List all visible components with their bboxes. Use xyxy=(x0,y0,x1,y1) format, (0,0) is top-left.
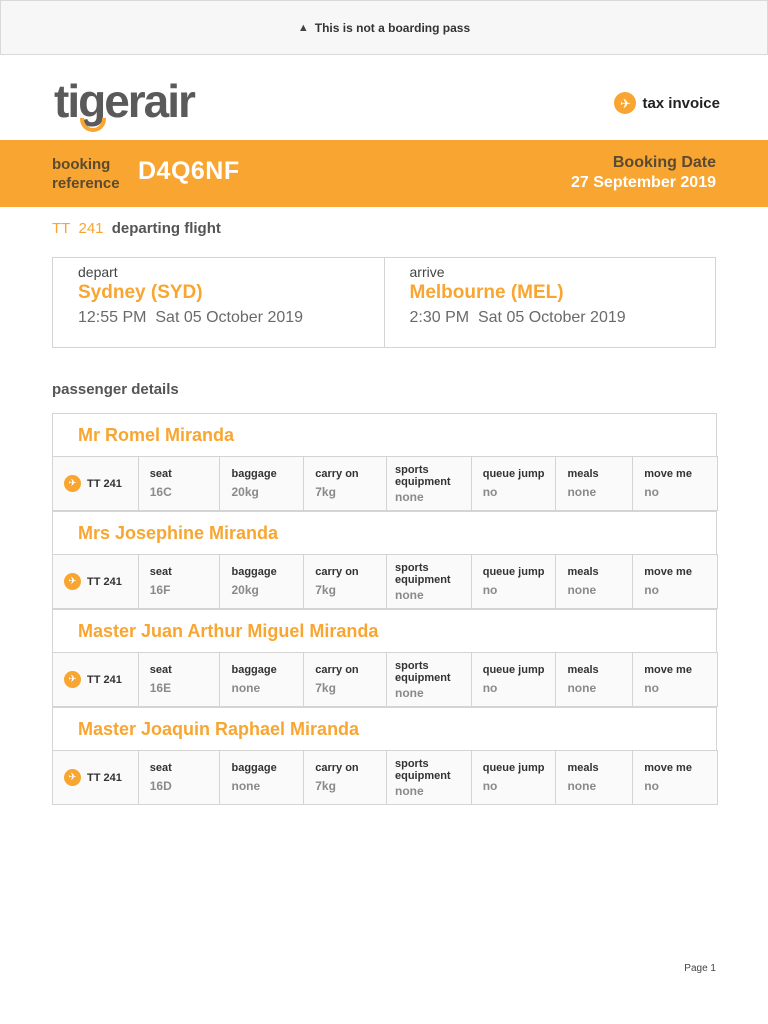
plane-icon: ✈ xyxy=(64,475,81,492)
queue-jump-cell xyxy=(471,751,556,804)
depart-date: Sat 05 October 2019 xyxy=(155,309,304,326)
passenger-details-title: passenger details xyxy=(52,381,179,398)
seat-value: 16F xyxy=(149,583,171,597)
passenger-flight-cell xyxy=(53,751,138,804)
carry-on-value: 7kg xyxy=(315,583,336,597)
passenger-flight-number: TT 241 xyxy=(87,771,122,784)
baggage-value: none xyxy=(231,681,261,695)
passenger-name: Mr Romel Miranda xyxy=(52,413,717,456)
baggage-cell xyxy=(219,653,303,706)
booking-date-value: 27 September 2019 xyxy=(571,174,716,191)
depart-datetime xyxy=(78,309,384,327)
flight-number: 241 xyxy=(78,220,104,237)
arrive-date: Sat 05 October 2019 xyxy=(477,309,626,326)
move-me-value: no xyxy=(644,485,659,499)
queue-jump-label: queue jump xyxy=(482,664,545,676)
move-me-label: move me xyxy=(644,762,692,774)
meals-label: meals xyxy=(567,566,599,578)
queue-jump-label: queue jump xyxy=(482,468,545,480)
carry-on-label: carry on xyxy=(315,762,359,774)
passenger-flight-number: TT 241 xyxy=(87,477,122,490)
move-me-value: no xyxy=(644,681,659,695)
flight-carrier: TT xyxy=(52,220,71,237)
passenger-flight-number: TT 241 xyxy=(87,673,122,686)
passenger-extras-row xyxy=(52,554,718,609)
plane-icon: ✈ xyxy=(64,671,81,688)
sports-equipment-cell xyxy=(386,555,471,608)
sports-equipment-label-line1: sports xyxy=(394,757,429,770)
depart-column xyxy=(53,258,384,347)
booking-reference-label xyxy=(52,155,120,193)
carry-on-cell xyxy=(303,457,386,510)
seat-value: 16E xyxy=(149,681,172,695)
sports-equipment-label-line2: equipment xyxy=(394,671,451,684)
logo-text: tigerair xyxy=(54,75,194,127)
sports-equipment-label-line1: sports xyxy=(394,463,429,476)
passenger-extras-row xyxy=(52,456,718,511)
move-me-value: no xyxy=(644,779,659,793)
arrive-city: Melbourne (MEL) xyxy=(409,282,564,303)
move-me-cell xyxy=(632,751,717,804)
queue-jump-label: queue jump xyxy=(482,762,545,774)
booking-band xyxy=(0,140,768,207)
seat-cell xyxy=(138,457,220,510)
depart-label: depart xyxy=(78,264,118,280)
meals-cell xyxy=(555,751,632,804)
passenger-list xyxy=(52,413,718,805)
seat-label: seat xyxy=(149,762,172,774)
queue-jump-value: no xyxy=(482,485,498,499)
meals-value: none xyxy=(567,485,597,499)
sports-equipment-cell xyxy=(386,653,471,706)
seat-cell xyxy=(138,751,220,804)
baggage-cell xyxy=(219,751,303,804)
meals-value: none xyxy=(567,681,597,695)
seat-label: seat xyxy=(149,468,172,480)
passenger-extras-row xyxy=(52,652,718,707)
passenger-name: Master Juan Arthur Miguel Miranda xyxy=(52,609,717,652)
passenger-name: Mrs Josephine Miranda xyxy=(52,511,717,554)
sports-equipment-value: none xyxy=(394,489,424,504)
sports-equipment-cell xyxy=(386,751,471,804)
not-boarding-pass-notice xyxy=(0,0,768,55)
route-box xyxy=(52,257,716,348)
arrive-time: 2:30 PM xyxy=(409,309,470,326)
arrive-label: arrive xyxy=(409,264,445,280)
carry-on-value: 7kg xyxy=(315,681,336,695)
meals-label: meals xyxy=(567,762,599,774)
queue-jump-value: no xyxy=(482,779,498,793)
sports-equipment-value: none xyxy=(394,783,424,798)
carry-on-value: 7kg xyxy=(315,485,336,499)
arrive-datetime xyxy=(410,309,716,327)
flight-heading xyxy=(52,220,221,237)
carry-on-cell xyxy=(303,751,386,804)
seat-cell xyxy=(138,653,220,706)
plane-icon: ✈ xyxy=(64,769,81,786)
sports-equipment-label-line2: equipment xyxy=(394,475,451,488)
carry-on-cell xyxy=(303,653,386,706)
sports-equipment-cell xyxy=(386,457,471,510)
booking-reference-code: D4Q6NF xyxy=(138,157,240,185)
passenger-name: Master Joaquin Raphael Miranda xyxy=(52,707,717,750)
passenger-flight-cell xyxy=(53,555,138,608)
meals-cell xyxy=(555,555,632,608)
plane-icon: ✈ xyxy=(64,573,81,590)
arrive-column xyxy=(384,258,716,347)
passenger-flight-cell xyxy=(53,653,138,706)
page-number: Page 1 xyxy=(684,963,716,974)
baggage-cell xyxy=(219,457,303,510)
baggage-label: baggage xyxy=(231,566,277,578)
queue-jump-value: no xyxy=(482,583,498,597)
meals-cell xyxy=(555,457,632,510)
depart-city: Sydney (SYD) xyxy=(78,282,203,303)
baggage-value: none xyxy=(231,779,261,793)
queue-jump-cell xyxy=(471,555,556,608)
carry-on-value: 7kg xyxy=(315,779,336,793)
meals-cell xyxy=(555,653,632,706)
sports-equipment-label-line1: sports xyxy=(394,659,429,672)
queue-jump-cell xyxy=(471,653,556,706)
passenger-extras-row xyxy=(52,750,718,805)
logo-smile-mark xyxy=(80,118,106,132)
carry-on-label: carry on xyxy=(315,664,359,676)
move-me-cell xyxy=(632,457,717,510)
sports-equipment-label-line2: equipment xyxy=(394,769,451,782)
move-me-cell xyxy=(632,555,717,608)
queue-jump-value: no xyxy=(482,681,498,695)
meals-value: none xyxy=(567,779,597,793)
queue-jump-cell xyxy=(471,457,556,510)
baggage-value: 20kg xyxy=(231,583,259,597)
move-me-label: move me xyxy=(644,566,692,578)
booking-date-label: Booking Date xyxy=(612,154,716,171)
carry-on-label: carry on xyxy=(315,566,359,578)
baggage-cell xyxy=(219,555,303,608)
booking-reference-label-line2: reference xyxy=(52,175,120,192)
move-me-value: no xyxy=(644,583,659,597)
carry-on-cell xyxy=(303,555,386,608)
tax-invoice-label: tax invoice xyxy=(642,94,720,112)
tigerair-logo xyxy=(54,75,194,138)
carry-on-label: carry on xyxy=(315,468,359,480)
queue-jump-label: queue jump xyxy=(482,566,545,578)
seat-label: seat xyxy=(149,664,172,676)
sports-equipment-value: none xyxy=(394,587,424,602)
tax-invoice-heading xyxy=(614,92,720,114)
seat-label: seat xyxy=(149,566,172,578)
seat-value: 16C xyxy=(149,485,172,499)
passenger-flight-number: TT 241 xyxy=(87,575,122,588)
plane-icon: ✈ xyxy=(614,92,636,114)
baggage-value: 20kg xyxy=(231,485,259,499)
sports-equipment-label-line1: sports xyxy=(394,561,429,574)
sports-equipment-value: none xyxy=(394,685,424,700)
seat-value: 16D xyxy=(149,779,172,793)
sports-equipment-label-line2: equipment xyxy=(394,573,451,586)
flight-direction: departing flight xyxy=(111,220,221,237)
move-me-label: move me xyxy=(644,468,692,480)
baggage-label: baggage xyxy=(231,762,277,774)
move-me-cell xyxy=(632,653,717,706)
notice-text: This is not a boarding pass xyxy=(314,20,471,35)
baggage-label: baggage xyxy=(231,468,277,480)
meals-label: meals xyxy=(567,468,599,480)
baggage-label: baggage xyxy=(231,664,277,676)
move-me-label: move me xyxy=(644,664,692,676)
meals-label: meals xyxy=(567,664,599,676)
warning-icon: ▲ xyxy=(297,21,309,34)
meals-value: none xyxy=(567,583,597,597)
booking-reference-label-line1: booking xyxy=(52,156,111,173)
passenger-flight-cell xyxy=(53,457,138,510)
depart-time: 12:55 PM xyxy=(78,309,147,326)
seat-cell xyxy=(138,555,220,608)
